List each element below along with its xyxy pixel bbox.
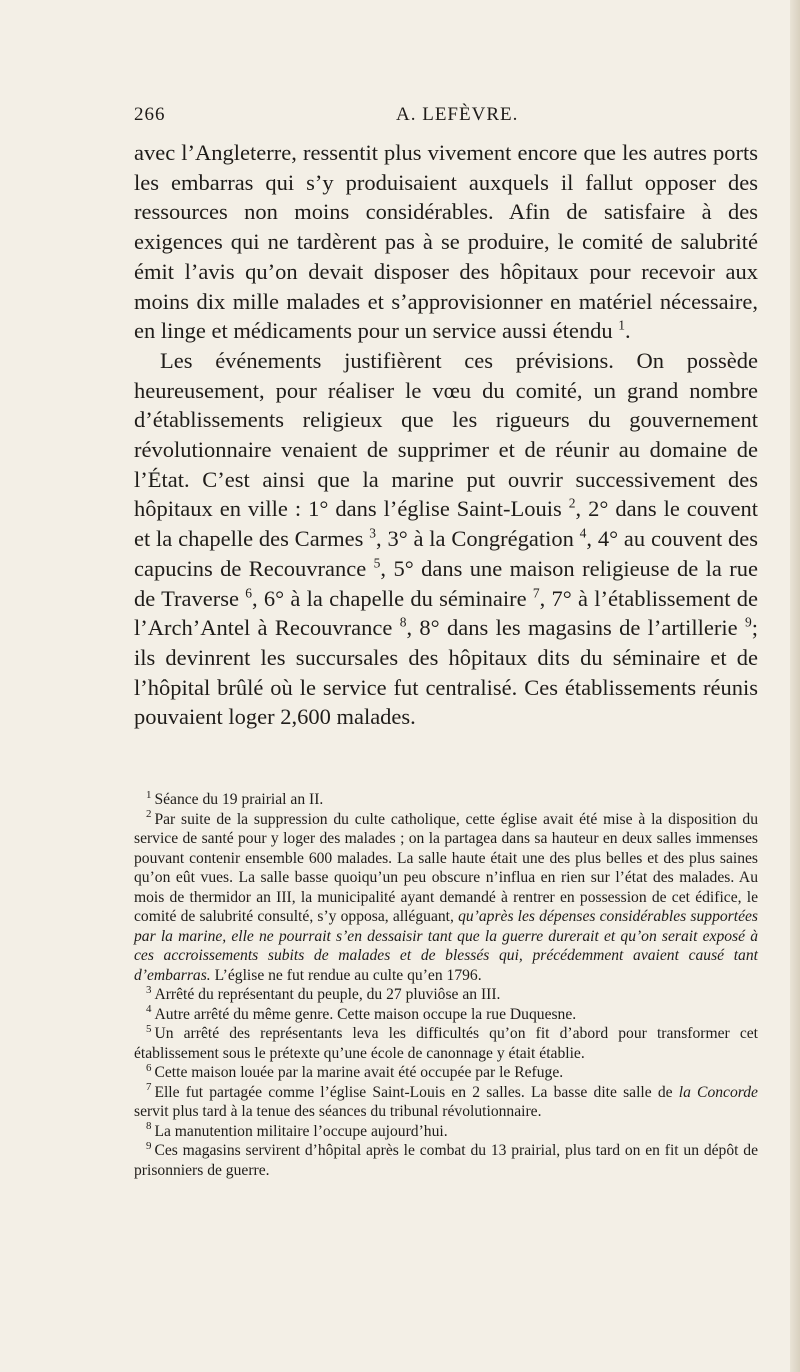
footnote-ref-6: 6 (245, 585, 253, 601)
footnote-3 (134, 985, 758, 1005)
footnote-text: Ces magasins servirent d’hôpital après le combat du 13 prairial, plus tard on en fit un dépôt de prisonniers de guerre. (134, 1142, 758, 1179)
paragraph-2-segment: , 8° dans les magasins de l’artillerie (406, 615, 738, 641)
page-number: 266 (134, 104, 166, 125)
footnote-ref-7: 7 (532, 585, 540, 601)
footnote-italic-title: la Concorde (678, 1083, 758, 1101)
paragraph-2-segment: ; ils devinrent les succursales des hôpitaux dits du séminaire et de l’hôpital brûlé où le service fut centralisé. Ces établissements réunis pouvaient loger 2,600 malades. (134, 615, 759, 730)
paragraph-2-segment: , 5° dans une maison religieuse de la rue de Traverse (134, 555, 759, 611)
paragraph-1-text: avec l’Angleterre, ressentit plus vivement encore que les autres ports les embarras qui s’y produisaient auxquels il fallut opposer des ressources non moins considérables. Afin de satisfaire à des exigences qui ne tardèrent pas à se produire, le comité de salubrité émit l’avis qu’on devait disposer des hôpitaux pour recevoir aux moins dix mille malades et s’approvisionner en matériel nécessaire, en linge et médicaments pour un service aussi étendu (134, 140, 758, 344)
paragraph-2-segment: , 2° dans le couvent et la chapelle des Carmes (134, 496, 759, 552)
footnote-8 (134, 1122, 758, 1142)
footnote-ref-9: 9 (745, 614, 752, 630)
footnote-ref-3: 3 (369, 525, 376, 541)
footnotes (134, 790, 758, 1180)
footnote-5 (134, 1024, 758, 1063)
footnote-text: Autre arrêté du même genre. Cette maison occupe la rue Duquesne. (154, 1005, 577, 1023)
footnote-italic-quote: qu’après les dépenses considérables supportées par la marine, elle ne pourrait s’en dessaisir tant que la guerre durerait et qu’on serait exposé à ces accroissements subits de malades et de blessés qui, précédemment avaient causé tant d’embarras. (134, 908, 758, 984)
footnote-number: 8 (146, 1120, 152, 1133)
footnote-number: 1 (146, 788, 152, 801)
footnote-number: 9 (146, 1139, 152, 1152)
main-text (134, 138, 758, 732)
footnote-text: servit plus tard à la tenue des séances du tribunal révolutionnaire. (134, 1103, 542, 1120)
footnote-7 (134, 1083, 758, 1122)
footnote-text: Cette maison louée par la marine avait été occupée par le Refuge. (154, 1064, 564, 1081)
page-edge (790, 0, 800, 1372)
footnote-number: 3 (146, 983, 152, 996)
footnote-ref-5: 5 (373, 555, 381, 571)
footnote-text: L’église ne fut rendue au culte qu’en 1796. (214, 966, 482, 984)
paragraph-2-segment: , 6° à la chapelle du séminaire (252, 585, 527, 611)
paragraph-2-segment: , 4° au couvent des capucins de Recouvrance (134, 526, 759, 581)
page-header (134, 104, 758, 132)
paragraph-2-segment: Les événements justifièrent ces prévisions. On possède heureusement, pour réaliser le vœu du comité, un grand nombre d’établissements religieux que les rigueurs du gouvernement révolutionnaire venaient de supprimer et de réunir au domaine de l’État. C’est ainsi que la marine put ouvrir successivement des hôpitaux en ville : 1° dans l’église Saint-Louis (134, 347, 758, 522)
footnote-ref-8: 8 (399, 614, 407, 630)
footnote-text: Par suite de la suppression du culte catholique, cette église avait été mise à la disposition du service de santé pour y loger des malades ; on la partagea dans sa hauteur en deux salles immenses pouvant contenir ensemble 600 malades. La salle haute était une des plus belles et des plus saines qu’on eût vues. La salle basse quoiqu’un peu obscure n’influa en rien sur l’état des malades. Au mois de thermidor an III, la municipalité ayant demandé à rentrer en possession de cet édifice, le comité de salubrité consulté, s’y opposa, alléguant, (134, 810, 758, 925)
footnote-6 (134, 1063, 758, 1083)
footnote-text: Un arrêté des représentants leva les difficultés qu’on fit d’abord pour transformer cet établissement sous le prétexte qu’une école de canonnage y était établie. (134, 1025, 758, 1062)
paragraph-1 (134, 138, 758, 346)
footnote-number: 5 (146, 1022, 152, 1035)
footnote-2 (134, 810, 758, 986)
paragraph-2-segment: , 7° à l’établissement de l’Arch’Antel à Recouvrance (134, 585, 759, 641)
footnote-text: Arrêté du représentant du peuple, du 27 pluviôse an III. (154, 986, 501, 1003)
footnote-ref-1: 1 (618, 317, 625, 333)
running-head: A. LEFÈVRE. (396, 104, 519, 125)
paragraph-2 (134, 346, 758, 732)
paragraph-2-segment: , 3° à la Congrégation (376, 526, 574, 552)
paragraph-1-end: . (624, 318, 631, 344)
footnote-9 (134, 1141, 758, 1180)
footnote-number: 6 (146, 1061, 152, 1074)
footnote-ref-4: 4 (579, 525, 587, 541)
footnote-number: 7 (146, 1081, 152, 1094)
footnote-4 (134, 1005, 758, 1025)
footnote-number: 4 (146, 1003, 152, 1016)
footnote-1 (134, 790, 758, 810)
footnote-ref-2: 2 (568, 495, 576, 511)
footnote-text: Elle fut partagée comme l’église Saint-Louis en 2 salles. La basse dite salle de (154, 1083, 673, 1101)
footnote-number: 2 (146, 808, 152, 821)
footnote-text: Séance du 19 prairial an II. (154, 791, 324, 808)
footnote-text: La manutention militaire l’occupe aujourd’hui. (154, 1122, 448, 1140)
